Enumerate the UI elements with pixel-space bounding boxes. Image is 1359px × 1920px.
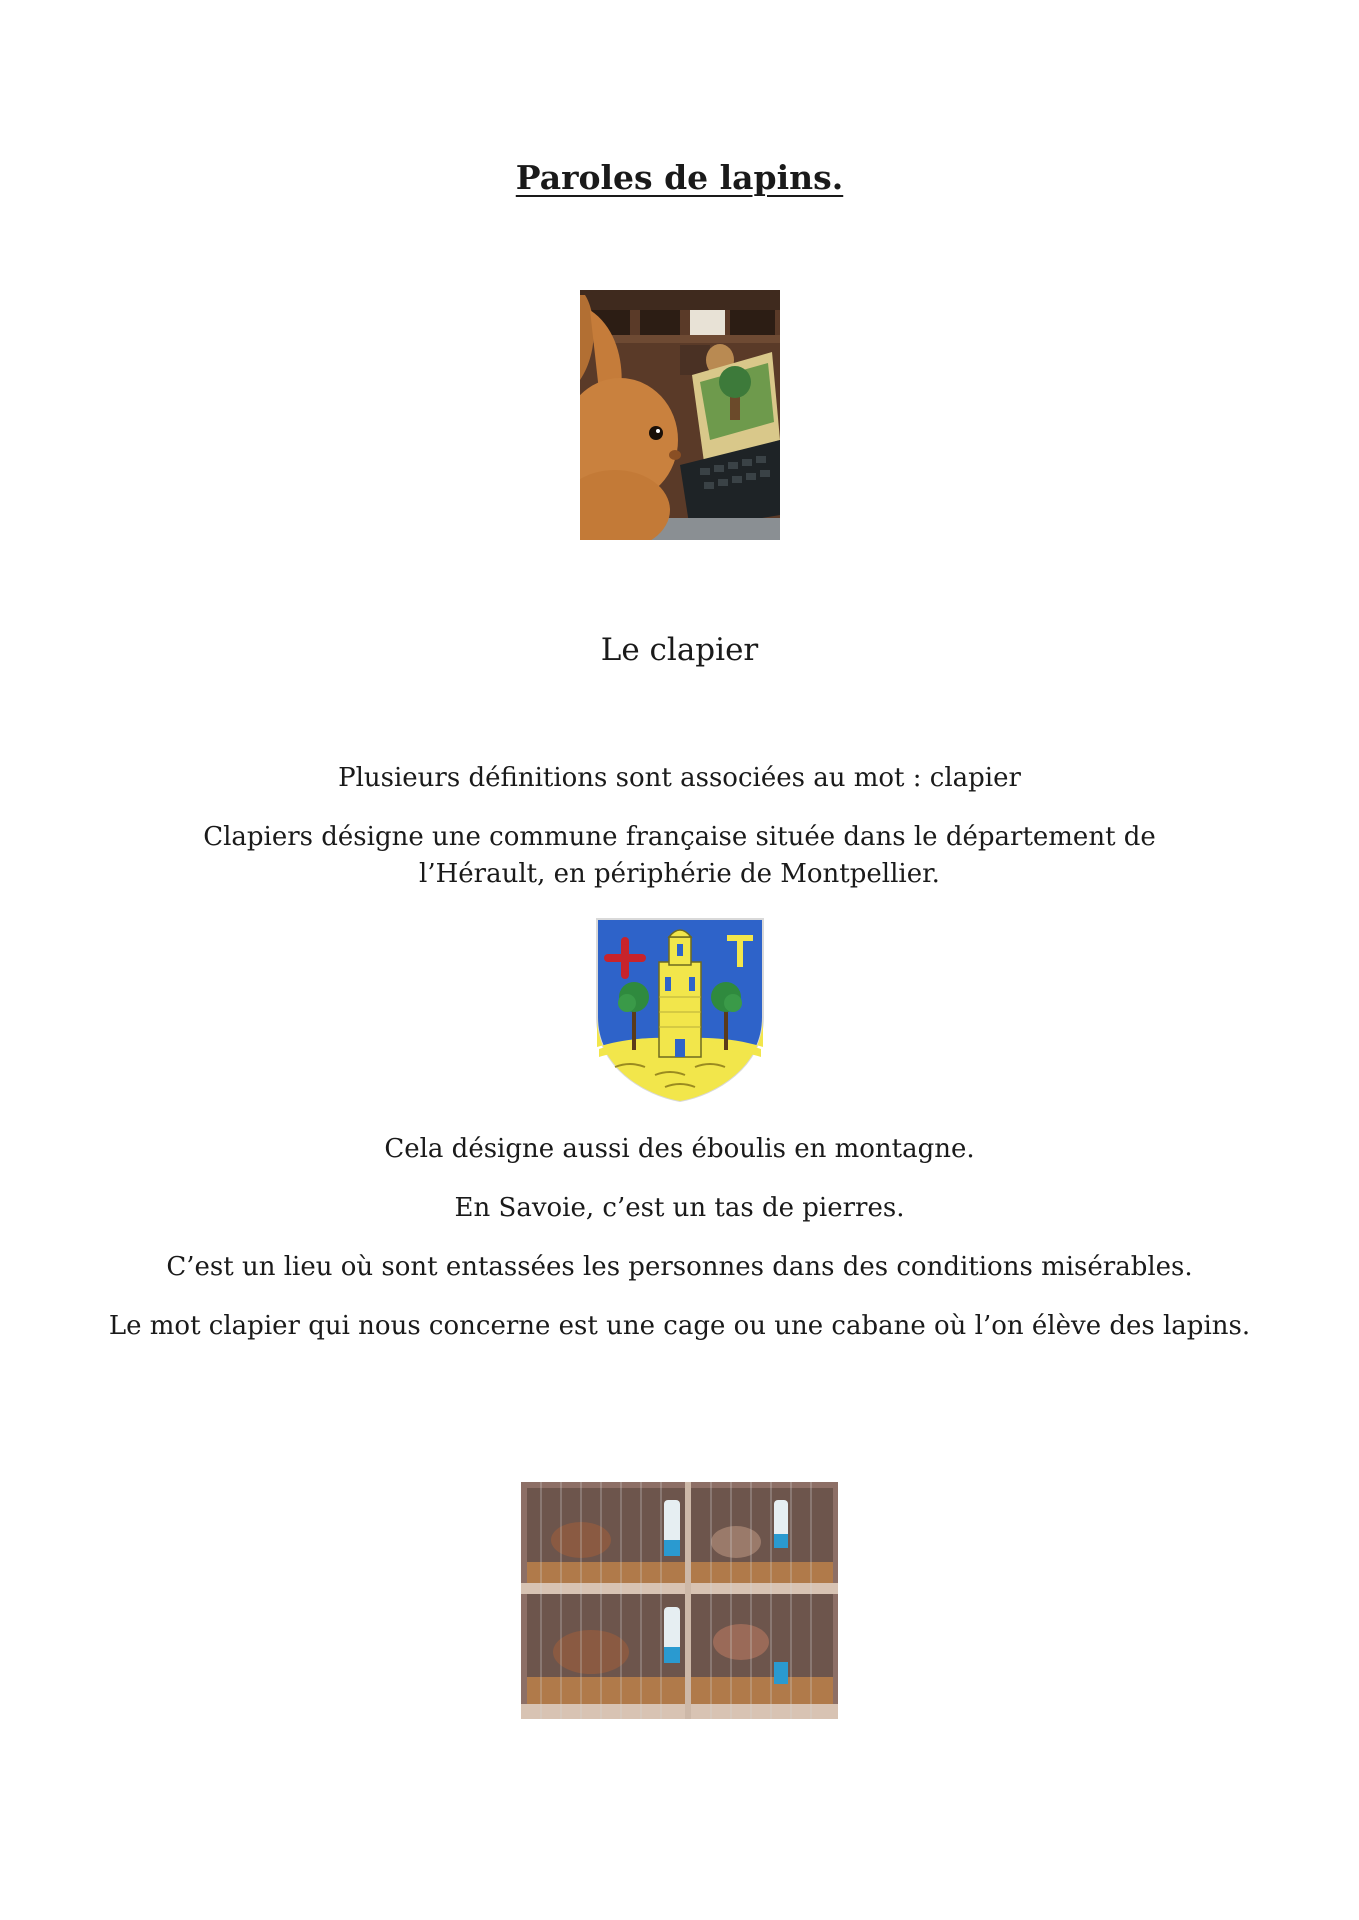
rabbit-cages-photo — [521, 1482, 838, 1719]
paragraph-cage: Le mot clapier qui nous concerne est une cage ou une cabane où l’on élève des lapins. — [108, 1311, 1251, 1341]
section-subtitle: Le clapier — [600, 632, 759, 668]
paragraph-commune: Clapiers désigne une commune française située dans le département de l’Hérault, en périphérie de Montpellier. — [203, 822, 1156, 889]
paragraph-savoie: En Savoie, c’est un tas de pierres. — [454, 1193, 905, 1223]
paragraph-definitions: Plusieurs définitions sont associées au mot : clapier — [338, 763, 1021, 793]
paragraph-lieu: C’est un lieu où sont entassées les personnes dans des conditions misérables. — [166, 1252, 1193, 1282]
page-title: Paroles de lapins. — [515, 158, 844, 197]
coat-of-arms-image — [595, 917, 765, 1102]
paragraph-eboulis: Cela désigne aussi des éboulis en montagne. — [384, 1134, 975, 1164]
rabbit-photo — [580, 290, 780, 540]
